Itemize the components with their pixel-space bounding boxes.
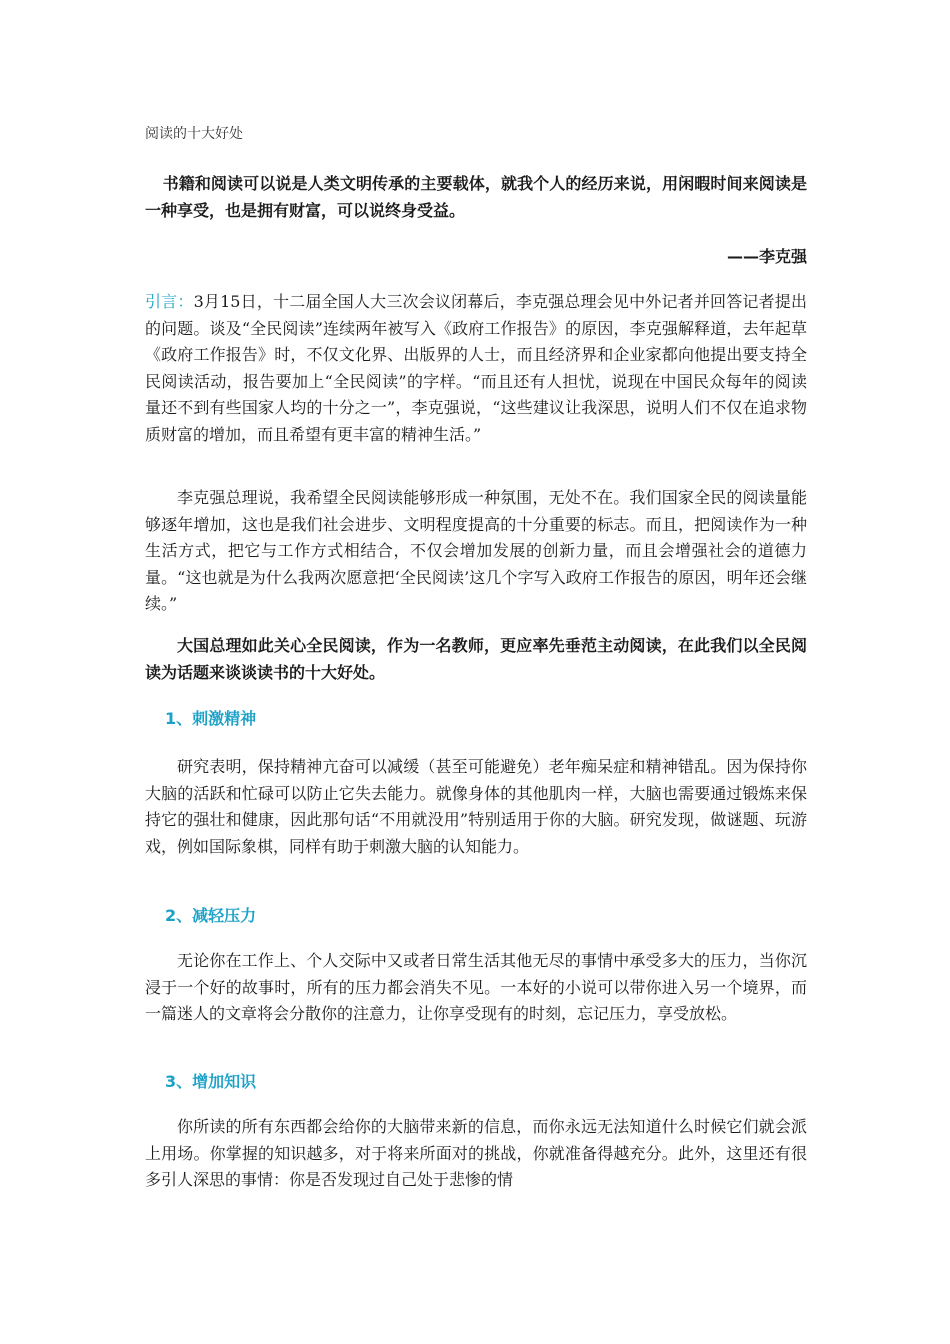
body-paragraph-2: 李克强总理说，我希望全民阅读能够形成一种氛围，无处不在。我们国家全民的阅读量能够逐年增加，这也是我们社会进步、文明程度提高的十分重要的标志。而且，把阅读作为一种生活方式，把它与工作方式相结合，不仅会增加发展的创新力量，而且会增强社会的道德力量。“这也就是为什么我两次愿意把‘全民阅读’这几个字写入政府工作报告的原因，明年还会继续。” (145, 488, 807, 613)
section-heading-1: 1、刺激精神 (165, 709, 257, 728)
document-title: 阅读的十大好处 (145, 126, 243, 142)
intro-label: 引言： (145, 292, 194, 311)
quote-attribution: ——李克强 (726, 247, 807, 266)
section-body-3: 你所读的所有东西都会给你的大脑带来新的信息，而你永远无法知道什么时候它们就会派上用场。你掌握的知识越多，对于将来所面对的挑战，你就准备得越充分。此外，这里还有很多引人深思的事情：你是否发现过自己处于悲惨的情 (145, 1117, 807, 1189)
intro-paragraph (145, 289, 807, 448)
section-heading-2: 2、减轻压力 (165, 906, 257, 925)
section-heading-3: 3、增加知识 (165, 1072, 257, 1091)
body-paragraph-3: 大国总理如此关心全民阅读，作为一名教师，更应率先垂范主动阅读，在此我们以全民阅读为话题来谈谈读书的十大好处。 (145, 636, 807, 682)
opening-quote: 书籍和阅读可以说是人类文明传承的主要载体，就我个人的经历来说，用闲暇时间来阅读是一种享受，也是拥有财富，可以说终身受益。 (145, 174, 807, 220)
section-body-2: 无论你在工作上、个人交际中又或者日常生活其他无尽的事情中承受多大的压力，当你沉浸于一个好的故事时，所有的压力都会消失不见。一本好的小说可以带你进入另一个境界，而一篇迷人的文章将会分散你的注意力，让你享受现有的时刻，忘记压力，享受放松。 (145, 951, 807, 1023)
intro-text: 3月15日，十二届全国人大三次会议闭幕后，李克强总理会见中外记者并回答记者提出的问题。谈及“全民阅读”连续两年被写入《政府工作报告》的原因，李克强解释道，去年起草《政府工作报告》时，不仅文化界、出版界的人士，而且经济界和企业家都向他提出要支持全民阅读活动，报告要加上“全民阅读”的字样。“而且还有人担忧，说现在中国民众每年的阅读量还不到有些国家人均的十分之一”，李克强说，“这些建议让我深思，说明人们不仅在追求物质财富的增加，而且希望有更丰富的精神生活。” (145, 292, 807, 444)
section-body-1: 研究表明，保持精神亢奋可以减缓（甚至可能避免）老年痴呆症和精神错乱。因为保持你大脑的活跃和忙碌可以防止它失去能力。就像身体的其他肌肉一样，大脑也需要通过锻炼来保持它的强壮和健康，因此那句话“不用就没用”特别适用于你的大脑。研究发现，做谜题、玩游戏，例如国际象棋，同样有助于刺激大脑的认知能力。 (145, 757, 807, 856)
